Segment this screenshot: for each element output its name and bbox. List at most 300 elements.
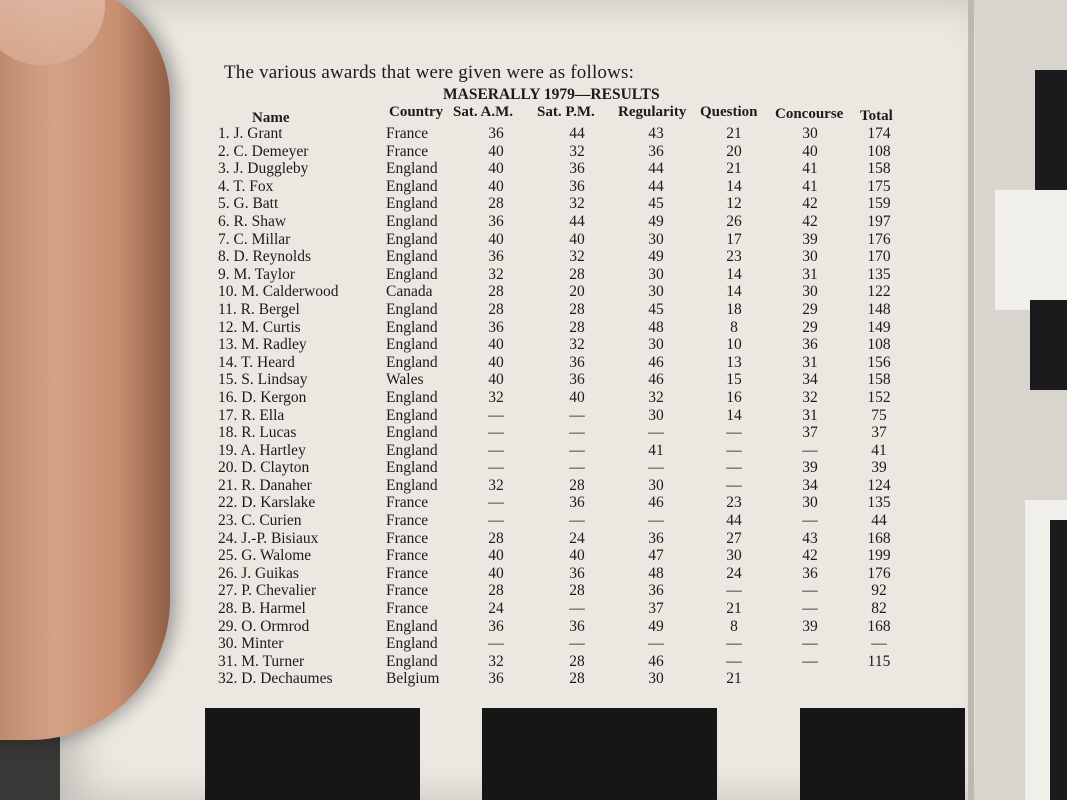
- row-total: 44: [871, 512, 887, 530]
- table-row: [0, 600, 1067, 618]
- row-name: 12. M. Curtis: [218, 318, 301, 336]
- row-sat-pm: 44: [569, 125, 585, 142]
- row-country: England: [386, 195, 438, 213]
- row-total: 156: [867, 353, 891, 371]
- row-sat-pm: 36: [569, 617, 585, 635]
- row-total: 170: [867, 248, 891, 266]
- row-concourse: 34: [802, 371, 818, 389]
- row-regularity: 36: [648, 529, 664, 547]
- row-concourse: —: [802, 441, 818, 459]
- row-sat-am: 24: [488, 600, 504, 618]
- row-total: 197: [867, 212, 891, 230]
- row-regularity: 30: [648, 265, 664, 283]
- header-name: Name: [252, 110, 290, 126]
- row-name: 6. R. Shaw: [218, 212, 287, 230]
- row-total: 159: [867, 195, 891, 213]
- table-row: [0, 160, 1067, 178]
- row-sat-am: 28: [488, 195, 504, 213]
- row-country: France: [386, 512, 429, 530]
- row-sat-pm: 32: [569, 142, 585, 160]
- row-sat-am: —: [488, 406, 504, 424]
- table-row: [0, 195, 1067, 213]
- table-row: [0, 283, 1067, 301]
- table-row: [0, 231, 1067, 249]
- row-total: 176: [867, 230, 891, 248]
- row-concourse: 32: [802, 388, 818, 406]
- row-regularity: 46: [648, 494, 664, 512]
- row-country: England: [386, 388, 438, 406]
- header-question: Question: [700, 104, 758, 120]
- row-sat-pm: 28: [569, 476, 585, 494]
- row-concourse: 41: [802, 177, 818, 195]
- row-sat-am: 40: [488, 371, 504, 389]
- row-total: 108: [867, 336, 891, 354]
- row-country: France: [386, 125, 429, 142]
- row-concourse: —: [802, 652, 818, 670]
- row-question: 12: [726, 195, 742, 213]
- row-question: —: [726, 424, 742, 442]
- table-title: MASERALLY 1979—RESULTS: [443, 86, 660, 103]
- row-sat-am: 40: [488, 142, 504, 160]
- row-question: 23: [726, 248, 742, 266]
- row-sat-pm: 28: [569, 652, 585, 670]
- row-total: 39: [871, 459, 887, 477]
- row-sat-pm: 24: [569, 529, 585, 547]
- row-name: 28. B. Harmel: [218, 600, 306, 618]
- row-sat-pm: —: [569, 512, 585, 530]
- row-concourse: 30: [802, 248, 818, 266]
- table-row: [0, 371, 1067, 389]
- row-name: 18. R. Lucas: [218, 424, 297, 442]
- row-name: 27. P. Chevalier: [218, 582, 317, 600]
- header-sat-am: Sat. A.M.: [453, 104, 513, 120]
- row-regularity: 43: [648, 125, 664, 142]
- row-regularity: 47: [648, 547, 664, 565]
- row-total: 168: [867, 529, 891, 547]
- row-sat-pm: 28: [569, 318, 585, 336]
- row-question: 13: [726, 353, 742, 371]
- table-row: [0, 653, 1067, 671]
- row-total: 158: [867, 160, 891, 178]
- row-question: 27: [726, 529, 742, 547]
- row-concourse: 30: [802, 283, 818, 301]
- row-regularity: 30: [648, 476, 664, 494]
- row-sat-am: 28: [488, 582, 504, 600]
- row-concourse: 39: [802, 459, 818, 477]
- table-row: [0, 670, 1067, 688]
- row-concourse: —: [802, 635, 818, 653]
- row-sat-am: 32: [488, 476, 504, 494]
- row-total: 176: [867, 564, 891, 582]
- row-country: France: [386, 564, 429, 582]
- row-concourse: 36: [802, 564, 818, 582]
- row-question: —: [726, 652, 742, 670]
- row-total: 92: [871, 582, 887, 600]
- row-question: 26: [726, 212, 742, 230]
- row-total: 168: [867, 617, 891, 635]
- row-sat-pm: 28: [569, 670, 585, 688]
- row-sat-pm: 28: [569, 300, 585, 318]
- row-concourse: 40: [802, 142, 818, 160]
- row-name: 16. D. Kergon: [218, 388, 307, 406]
- row-regularity: 48: [648, 564, 664, 582]
- row-sat-am: 40: [488, 547, 504, 565]
- row-sat-am: 36: [488, 670, 504, 688]
- row-total: 122: [867, 283, 891, 301]
- row-concourse: 31: [802, 265, 818, 283]
- row-name: 21. R. Danaher: [218, 476, 312, 494]
- row-concourse: 30: [802, 125, 818, 142]
- row-name: 3. J. Duggleby: [218, 160, 309, 178]
- row-regularity: 46: [648, 371, 664, 389]
- row-total: 152: [867, 388, 891, 406]
- row-regularity: 49: [648, 248, 664, 266]
- row-country: England: [386, 248, 438, 266]
- row-sat-am: 32: [488, 652, 504, 670]
- row-country: France: [386, 494, 429, 512]
- row-regularity: 48: [648, 318, 664, 336]
- row-name: 5. G. Batt: [218, 195, 279, 213]
- row-sat-pm: 40: [569, 230, 585, 248]
- row-name: 20. D. Clayton: [218, 459, 310, 477]
- header-total: Total: [860, 108, 893, 124]
- row-regularity: 46: [648, 353, 664, 371]
- row-sat-am: —: [488, 459, 504, 477]
- row-sat-pm: —: [569, 635, 585, 653]
- row-regularity: 44: [648, 160, 664, 178]
- row-concourse: 42: [802, 547, 818, 565]
- row-sat-am: 32: [488, 265, 504, 283]
- row-question: 21: [726, 125, 742, 142]
- row-question: 8: [730, 617, 738, 635]
- row-name: 4. T. Fox: [218, 177, 274, 195]
- row-name: 11. R. Bergel: [218, 300, 300, 318]
- row-sat-pm: 36: [569, 160, 585, 178]
- row-sat-am: 40: [488, 353, 504, 371]
- row-concourse: 29: [802, 300, 818, 318]
- row-country: England: [386, 617, 438, 635]
- table-row: [0, 319, 1067, 337]
- photo-bottom-left: [205, 708, 420, 800]
- row-country: England: [386, 406, 438, 424]
- row-question: 17: [726, 230, 742, 248]
- row-question: 16: [726, 388, 742, 406]
- table-row: [0, 248, 1067, 266]
- row-question: —: [726, 635, 742, 653]
- table-row: [0, 494, 1067, 512]
- table-row: [0, 407, 1067, 425]
- row-concourse: 29: [802, 318, 818, 336]
- row-sat-am: 36: [488, 318, 504, 336]
- row-question: 21: [726, 600, 742, 618]
- row-question: 30: [726, 547, 742, 565]
- row-sat-am: 36: [488, 248, 504, 266]
- row-name: 24. J.-P. Bisiaux: [218, 529, 319, 547]
- row-concourse: —: [802, 582, 818, 600]
- table-row: [0, 336, 1067, 354]
- row-name: 26. J. Guikas: [218, 564, 299, 582]
- row-question: 15: [726, 371, 742, 389]
- row-name: 30. Minter: [218, 635, 284, 653]
- row-sat-am: 36: [488, 125, 504, 142]
- table-row: [0, 354, 1067, 372]
- row-country: England: [386, 265, 438, 283]
- row-sat-am: 28: [488, 529, 504, 547]
- header-country: Country: [389, 104, 444, 120]
- row-country: England: [386, 441, 438, 459]
- row-concourse: 34: [802, 476, 818, 494]
- row-regularity: 37: [648, 600, 664, 618]
- row-sat-pm: 40: [569, 547, 585, 565]
- row-sat-am: 32: [488, 388, 504, 406]
- table-row: [0, 424, 1067, 442]
- row-regularity: —: [648, 635, 664, 653]
- row-concourse: 36: [802, 336, 818, 354]
- row-regularity: 30: [648, 230, 664, 248]
- row-name: 7. C. Millar: [218, 230, 291, 248]
- row-question: 14: [726, 406, 742, 424]
- row-country: England: [386, 652, 438, 670]
- row-sat-pm: 28: [569, 265, 585, 283]
- row-name: 8. D. Reynolds: [218, 248, 311, 266]
- photo-bottom-right: [800, 708, 965, 800]
- row-question: 23: [726, 494, 742, 512]
- row-regularity: 49: [648, 212, 664, 230]
- row-total: 108: [867, 142, 891, 160]
- row-country: England: [386, 424, 438, 442]
- row-country: England: [386, 336, 438, 354]
- row-question: 18: [726, 300, 742, 318]
- row-country: Wales: [386, 371, 424, 389]
- row-question: 14: [726, 265, 742, 283]
- row-total: 175: [867, 177, 891, 195]
- row-question: —: [726, 582, 742, 600]
- row-total: 148: [867, 300, 891, 318]
- row-sat-pm: 36: [569, 564, 585, 582]
- row-total: 115: [867, 652, 891, 670]
- row-regularity: 30: [648, 283, 664, 301]
- row-total: 135: [867, 494, 891, 512]
- row-sat-pm: 28: [569, 582, 585, 600]
- row-sat-am: 40: [488, 230, 504, 248]
- row-country: Belgium: [386, 670, 440, 688]
- row-sat-am: —: [488, 494, 504, 512]
- row-name: 19. A. Hartley: [218, 441, 306, 459]
- row-sat-am: 36: [488, 212, 504, 230]
- header-sat-pm: Sat. P.M.: [537, 104, 595, 120]
- row-total: 75: [871, 406, 887, 424]
- row-sat-pm: —: [569, 459, 585, 477]
- row-sat-am: 40: [488, 160, 504, 178]
- row-name: 10. M. Calderwood: [218, 283, 339, 301]
- row-sat-pm: 40: [569, 388, 585, 406]
- row-total: 41: [871, 441, 887, 459]
- table-row: [0, 618, 1067, 636]
- row-sat-pm: —: [569, 441, 585, 459]
- row-regularity: 30: [648, 406, 664, 424]
- row-concourse: 42: [802, 195, 818, 213]
- row-question: —: [726, 441, 742, 459]
- row-country: France: [386, 582, 429, 600]
- row-question: 24: [726, 564, 742, 582]
- table-row: [0, 565, 1067, 583]
- row-question: 14: [726, 177, 742, 195]
- row-concourse: 31: [802, 406, 818, 424]
- row-question: 8: [730, 318, 738, 336]
- row-concourse: —: [802, 512, 818, 530]
- row-concourse: 39: [802, 617, 818, 635]
- table-row: [0, 547, 1067, 565]
- row-country: England: [386, 300, 438, 318]
- row-question: 14: [726, 283, 742, 301]
- row-sat-am: —: [488, 512, 504, 530]
- row-country: England: [386, 635, 438, 653]
- row-regularity: 30: [648, 336, 664, 354]
- row-sat-pm: 44: [569, 212, 585, 230]
- row-sat-am: 40: [488, 177, 504, 195]
- row-name: 17. R. Ella: [218, 406, 285, 424]
- row-sat-am: 28: [488, 283, 504, 301]
- row-question: 44: [726, 512, 742, 530]
- header-regularity: Regularity: [618, 104, 687, 120]
- row-concourse: 39: [802, 230, 818, 248]
- row-total: 174: [867, 125, 891, 142]
- row-country: England: [386, 212, 438, 230]
- table-row: [0, 266, 1067, 284]
- table-row: [0, 301, 1067, 319]
- row-total: 124: [867, 476, 891, 494]
- row-question: —: [726, 459, 742, 477]
- row-name: 2. C. Demeyer: [218, 142, 309, 160]
- row-name: 32. D. Dechaumes: [218, 670, 333, 688]
- row-sat-pm: 32: [569, 195, 585, 213]
- row-sat-pm: 32: [569, 336, 585, 354]
- row-concourse: 30: [802, 494, 818, 512]
- row-regularity: 36: [648, 582, 664, 600]
- row-question: 21: [726, 670, 742, 688]
- row-name: 23. C. Curien: [218, 512, 302, 530]
- row-country: England: [386, 230, 438, 248]
- header-concourse: Concourse: [775, 106, 844, 122]
- results-table: [0, 125, 1067, 688]
- row-question: —: [726, 476, 742, 494]
- row-sat-am: 40: [488, 564, 504, 582]
- row-sat-pm: 36: [569, 494, 585, 512]
- row-name: 31. M. Turner: [218, 652, 305, 670]
- row-sat-pm: 32: [569, 248, 585, 266]
- row-name: 25. G. Walome: [218, 547, 312, 565]
- row-sat-am: —: [488, 441, 504, 459]
- row-concourse: 31: [802, 353, 818, 371]
- row-name: 1. J. Grant: [218, 125, 283, 142]
- row-sat-pm: 36: [569, 177, 585, 195]
- row-regularity: 45: [648, 195, 664, 213]
- row-country: England: [386, 459, 438, 477]
- row-total: 199: [867, 547, 891, 565]
- row-regularity: —: [648, 512, 664, 530]
- row-question: 10: [726, 336, 742, 354]
- table-row: [0, 143, 1067, 161]
- table-row: [0, 582, 1067, 600]
- row-regularity: 30: [648, 670, 664, 688]
- row-sat-pm: —: [569, 424, 585, 442]
- row-question: 21: [726, 160, 742, 178]
- row-name: 22. D. Karslake: [218, 494, 316, 512]
- table-row: [0, 389, 1067, 407]
- row-name: 15. S. Lindsay: [218, 371, 308, 389]
- table-row: [0, 477, 1067, 495]
- row-country: France: [386, 529, 429, 547]
- table-row: [0, 512, 1067, 530]
- row-name: 9. M. Taylor: [218, 265, 295, 283]
- row-sat-am: 36: [488, 617, 504, 635]
- table-row: [0, 213, 1067, 231]
- row-concourse: 41: [802, 160, 818, 178]
- row-concourse: 43: [802, 529, 818, 547]
- thumbnail: [0, 0, 105, 65]
- row-sat-pm: —: [569, 406, 585, 424]
- row-regularity: 41: [648, 441, 664, 459]
- row-regularity: 36: [648, 142, 664, 160]
- row-question: 20: [726, 142, 742, 160]
- row-total: 149: [867, 318, 891, 336]
- photo-bottom-center: [482, 708, 717, 800]
- table-row: [0, 178, 1067, 196]
- row-sat-am: —: [488, 635, 504, 653]
- row-sat-pm: 20: [569, 283, 585, 301]
- intro-text: The various awards that were given were as follows:: [224, 62, 635, 83]
- table-row: [0, 530, 1067, 548]
- row-country: England: [386, 476, 438, 494]
- row-country: France: [386, 600, 429, 618]
- row-regularity: 32: [648, 388, 664, 406]
- row-sat-am: —: [488, 424, 504, 442]
- row-country: France: [386, 547, 429, 565]
- row-name: 14. T. Heard: [218, 353, 295, 371]
- row-total: —: [871, 635, 887, 653]
- row-country: England: [386, 160, 438, 178]
- row-sat-pm: 36: [569, 353, 585, 371]
- table-row: [0, 459, 1067, 477]
- row-concourse: 37: [802, 424, 818, 442]
- row-country: France: [386, 142, 429, 160]
- row-total: 82: [871, 600, 887, 618]
- row-concourse: —: [802, 600, 818, 618]
- row-country: England: [386, 318, 438, 336]
- row-sat-am: 40: [488, 336, 504, 354]
- row-total: 37: [871, 424, 887, 442]
- row-total: 135: [867, 265, 891, 283]
- row-country: England: [386, 353, 438, 371]
- row-regularity: 46: [648, 652, 664, 670]
- row-concourse: 42: [802, 212, 818, 230]
- row-regularity: —: [648, 424, 664, 442]
- table-row: [0, 442, 1067, 460]
- row-country: England: [386, 177, 438, 195]
- row-sat-am: 28: [488, 300, 504, 318]
- row-total: 158: [867, 371, 891, 389]
- table-row: [0, 635, 1067, 653]
- row-regularity: —: [648, 459, 664, 477]
- row-regularity: 45: [648, 300, 664, 318]
- row-regularity: 44: [648, 177, 664, 195]
- row-sat-pm: —: [569, 600, 585, 618]
- row-country: Canada: [386, 283, 433, 301]
- row-regularity: 49: [648, 617, 664, 635]
- row-name: 13. M. Radley: [218, 336, 307, 354]
- row-name: 29. O. Ormrod: [218, 617, 310, 635]
- table-row: [0, 125, 1067, 143]
